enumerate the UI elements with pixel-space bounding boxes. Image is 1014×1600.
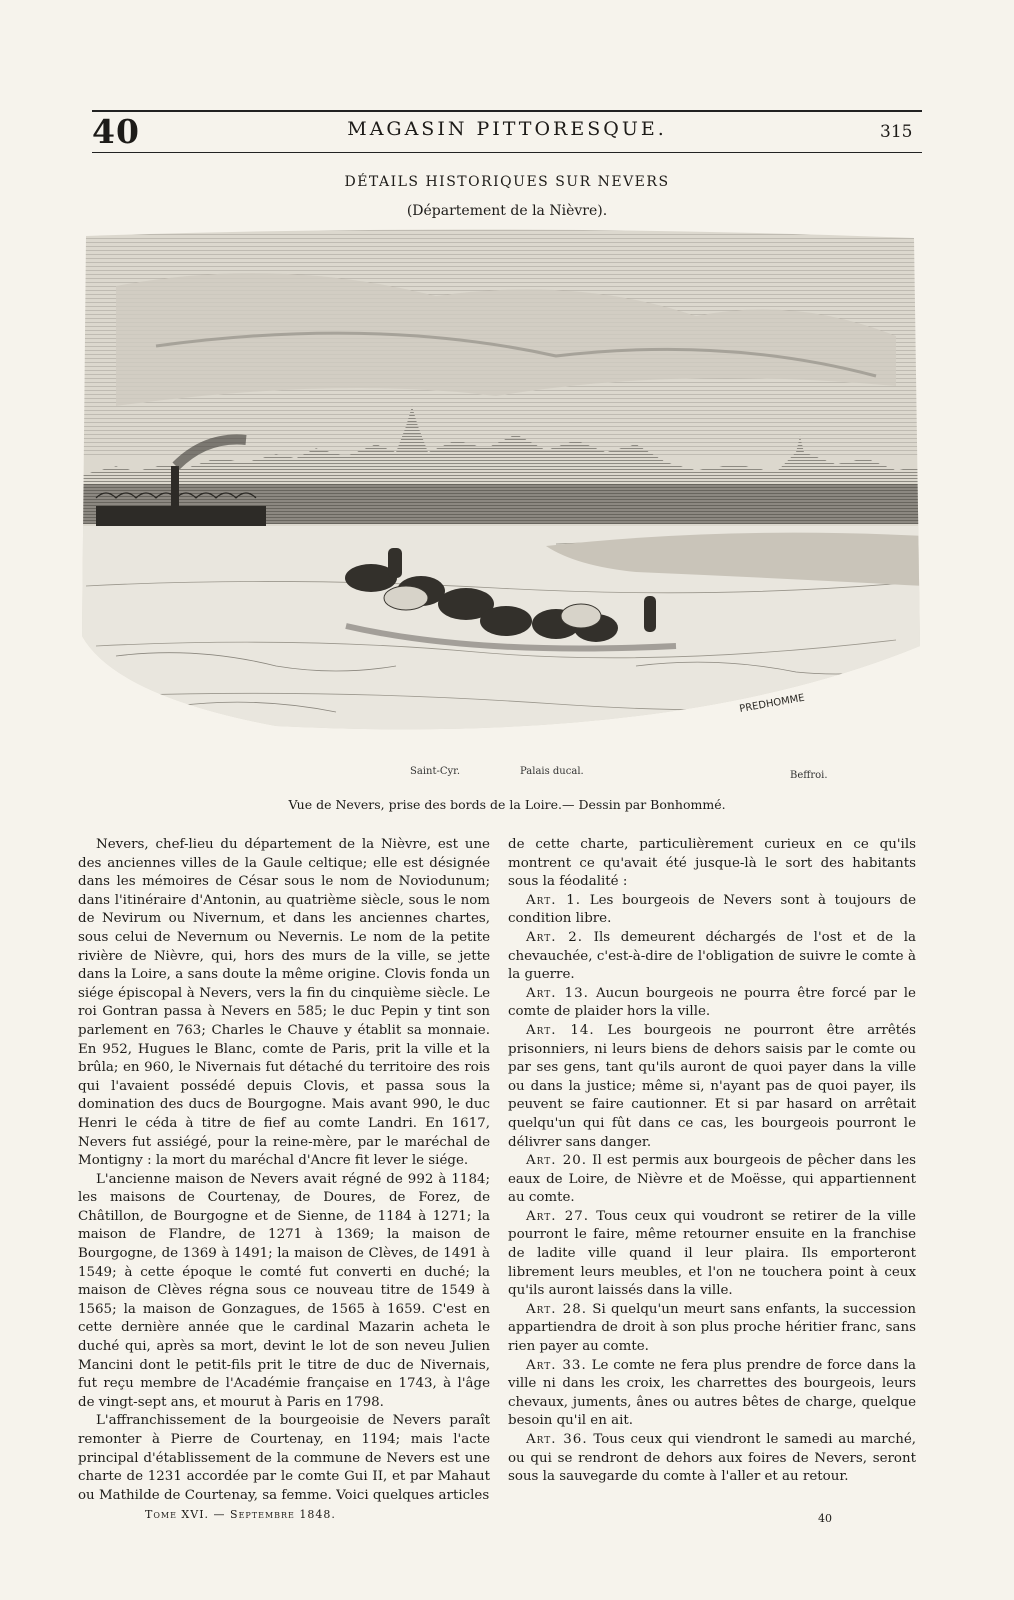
charter-article xyxy=(508,1022,916,1152)
paragraph-dynasties: L'ancienne maison de Nevers avait régné de 992 à 1184; les maisons de Courtenay, de Doures, de Forez, de Châtillon, de Bourgogne et de Sienne, de 1184 à 1271; la maison de Flandre, de 1271 à 1369; la maison de Bourgogne, de 1369 à 1491; la maison de Clèves, de 1491 à 1549; à cette époque le comté fut converti en duché; la maison de Clèves régna sous ce nouveau titre de 1549 à 1565; la maison de Gonzagues, de 1565 à 1659. C'est en cette dernière année que le cardinal Mazarin acheta le duché qui, après sa mort, devint le lot de son neveu Julien Mancini dont le petit-fils prit le titre de duc de Nivernais, fut reçu membre de l'Académie française en 1743, à l'âge de vingt-sept ans, et mourut à Paris en 1798. xyxy=(78,1171,490,1410)
article-text: Tous ceux qui voudront se retirer de la ville pourront le faire, même retourner ensuite en la franchise de ladite ville quand il leur plaira. Ils emporteront librement leurs meubles, et l'on ne touchera point à ceux qu'ils auront laissés dans la ville. xyxy=(508,1208,916,1299)
article-number: Art. 1. xyxy=(526,892,582,908)
article-number: Art. 27. xyxy=(526,1208,590,1224)
article-number: Art. 20. xyxy=(526,1153,587,1169)
article-number: Art. 13. xyxy=(526,985,589,1001)
header-rule-top xyxy=(92,110,922,112)
article-number: Art. 2. xyxy=(526,929,583,945)
article-subtitle: (Département de la Nièvre). xyxy=(406,203,608,219)
charter-article xyxy=(508,985,916,1022)
text-column-right xyxy=(508,836,916,1487)
journal-title: MAGASIN PITTORESQUE. xyxy=(347,118,667,140)
article-text: Ils demeurent déchargés de l'ost et de la chevauchée, c'est-à-dire de l'obligation de suivre le comte à la guerre. xyxy=(508,929,916,983)
article-title: DÉTAILS HISTORIQUES SUR NEVERS xyxy=(344,174,670,190)
paragraph-charter-cont: de cette charte, particulièrement curieux en ce qu'ils montrent ce qu'avait été jusque-là le sort des habitants sous la féodalité : xyxy=(508,837,916,890)
article-text: Tous ceux qui viendront le samedi au marché, ou qui se rendront de dehors aux foires de Nevers, seront sous la sauvegarde du comte à l'aller et au retour. xyxy=(508,1432,917,1485)
paragraph-history: Nevers, chef-lieu du département de la Nièvre, est une des anciennes villes de la Gaule celtique; elle est désignée dans les mémoires de César sous le nom de Noviodunum; dans l'itinéraire d'Antonin, au quatrième siècle, sous le nom de Nevirum ou Nivernum, et dans les anciennes chartes, sous celui de Nevernum ou Nevernis. Le nom de la petite rivière de Nièvre, qui, hors des murs de la ville, se jette dans la Loire, a sans doute la même origine. Clovis fonda un siége épiscopal à Nevers, vers la fin du cinquième siècle. Le roi Gontran passa à Nevers en 585; le duc Pepin y tint son parlement en 763; Charles le Chauve y établit sa monnaie. En 952, Hugues le Blanc, comte de Paris, prit la ville et la brûla; en 960, le Nivernais fut détaché du territoire des rois qui l'avaient possédé depuis Clovis, et passa sous la domination des ducs de Bourgogne. Mais avant 990, le duc Henri le céda à titre de fief au comte Landri. En 1617, Nevers fut assiégé, pour la reine-mère, par le maréchal de Montigny : la mort du maréchal d'Ancre fit lever le siége. xyxy=(78,837,490,1169)
engraver-signature: PREDHOMME xyxy=(738,692,806,715)
engraving-illustration xyxy=(76,226,924,754)
paragraph-charter: L'affranchissement de la bourgeoisie de Nevers paraît remonter à Pierre de Courtenay, en 1194; mais l'acte principal d'établissement de la commune de Nevers est une charte de 1231 accordée par le comte Gui II, et par Mahaut ou Mathilde de Courtenay, sa femme. Voici quelques articles xyxy=(78,1413,490,1503)
label-saint-cyr: Saint-Cyr. xyxy=(410,766,461,777)
charter-article xyxy=(508,1301,916,1357)
article-text: Il est permis aux bourgeois de pêcher dans les eaux de Loire, de Nièvre et de Moësse, qui appartiennent au comte. xyxy=(508,1153,916,1206)
label-beffroi: Beffroi. xyxy=(790,770,828,781)
article-number: Art. 14. xyxy=(526,1022,595,1038)
footer-volume-date: Tome XVI. — Septembre 1848. xyxy=(145,1508,336,1521)
header-rule-bottom xyxy=(92,152,922,153)
page-issue-number: 40 xyxy=(92,112,140,151)
article-text: Le comte ne fera plus prendre de force dans la ville ni dans les croix, les charrettes des bourgeois, leurs chevaux, juments, ânes ou autres bêtes de charge, quelque besoin qu'il en ait. xyxy=(508,1357,916,1429)
article-number: Art. 28. xyxy=(526,1301,588,1317)
illustration-caption: Vue de Nevers, prise des bords de la Loire.— Dessin par Bonhommé. xyxy=(288,797,726,812)
page-number: 315 xyxy=(880,122,913,142)
charter-article xyxy=(508,1152,916,1208)
charter-article xyxy=(508,1431,916,1487)
label-palais-ducal: Palais ducal. xyxy=(520,766,584,777)
article-text: Les bourgeois ne pourront être arrêtés prisonniers, ni leurs biens de dehors saisis par le comte ou par ses gens, tant qu'ils auront de quoi payer dans la ville ou dans la justice; même si, n'ayant pas de quoi payer, ils peuvent se faire cautionner. Et si par hasard on arrêtait quelqu'un qui fût dans ce cas, les bourgeois pourront le délivrer sans danger. xyxy=(508,1022,916,1150)
article-number: Art. 36. xyxy=(526,1432,588,1447)
footer-signature-mark: 40 xyxy=(818,1512,832,1525)
article-text: Les bourgeois de Nevers sont à toujours de condition libre. xyxy=(508,892,916,927)
charter-article xyxy=(508,892,916,929)
article-text: Si quelqu'un meurt sans enfants, la succession appartiendra de droit à son plus proche héritier franc, sans rien payer au comte. xyxy=(508,1301,916,1355)
charter-article xyxy=(508,929,916,985)
charter-article xyxy=(508,1357,916,1431)
article-number: Art. 33. xyxy=(526,1357,587,1373)
charter-article xyxy=(508,1208,916,1301)
article-text: Aucun bourgeois ne pourra être forcé par le comte de plaider hors la ville. xyxy=(508,985,916,1020)
text-column-left xyxy=(78,836,490,1505)
